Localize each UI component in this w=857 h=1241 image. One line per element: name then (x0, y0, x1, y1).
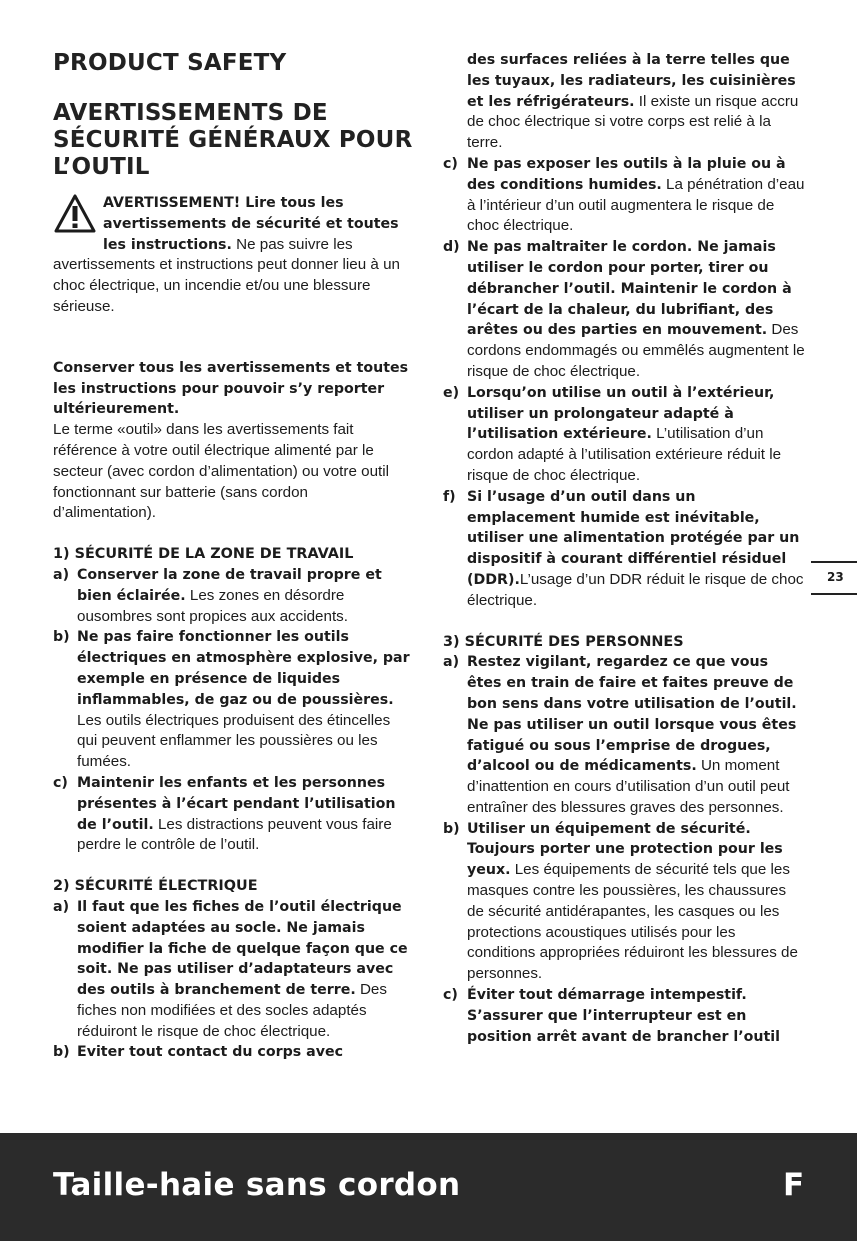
list-item: a) Restez vigilant, regardez ce que vous êtes en train de faire et faites preuve de bon sens dans votre utilisation de l’outil. Ne pas utiliser un outil lorsque vous êtes fatigué ou sous l’emprise de drogues, d’alcool ou de médicaments. Un moment d’inattention en cours d’utilisation d’un outil peut entraîner des blessures graves des personnes. (443, 654, 797, 816)
general-warning (53, 193, 413, 318)
section-heading-personal: 3) SÉCURITÉ DES PERSONNES (443, 633, 684, 650)
language-code: F (783, 1167, 805, 1203)
right-column (443, 50, 805, 1047)
section-title: AVERTISSEMENTS DE SÉCURITÉ GÉNÉRAUX POUR L’OUTIL (53, 100, 413, 180)
keep-bold: Conserver tous les avertissements et toutes les instructions pour pouvoir s’y reporter ultérieurement. (53, 359, 409, 418)
list-item: c) Ne pas exposer les outils à la pluie ou à des conditions humides. La pénétration d’eau à l’intérieur d’un outil augmentera le risque de choc électrique. (443, 155, 805, 235)
page-number: 23 (827, 570, 844, 584)
keep-instructions-note (53, 358, 413, 420)
section-heading-electrical: 2) SÉCURITÉ ÉLECTRIQUE (53, 878, 258, 895)
list-item-split-end: des surfaces reliées à la terre telles que les tuyaux, les radiateurs, les cuisinières et les réfrigérateurs. Il existe un risque accru de choc électrique si votre corps est relié à la terre. (467, 52, 799, 152)
list-item: c) Éviter tout démarrage intempestif. S’assurer que l’interrupteur est en position arrêt avant de brancher l’outil (443, 987, 780, 1045)
list-item-split-start: b) Eviter tout contact du corps avec (53, 1044, 343, 1061)
section-heading-work-area: 1) SÉCURITÉ DE LA ZONE DE TRAVAIL (53, 546, 354, 563)
warning-text: Ne pas suivre les avertissements et instructions peut donner lieu à un choc électrique, un incendie et/ou une blessure sérieuse. (53, 235, 400, 315)
list-item: b) Utiliser un équipement de sécurité. Toujours porter une protection pour les yeux. Les équipements de sécurité tels que les masques contre les poussières, les chaussures de sécurité antidérapantes, les casques ou les protections acoustiques utilisés pour les conditions appropriées réduiront les blessures de personnes. (443, 820, 798, 983)
product-name: Taille-haie sans cordon (53, 1167, 461, 1203)
list-item: a) Conserver la zone de travail propre et bien éclairée. Les zones en désordre ousombres sont propices aux accidents. (53, 566, 382, 625)
list-item: f) Si l’usage d’un outil dans un emplacement humide est inévitable, utiliser une alimentation protégée par un dispositif à courant différentiel résiduel (DDR).L’usage d’un DDR réduit le risque de choc électrique. (443, 488, 804, 609)
left-column (53, 48, 413, 1063)
warning-icon (53, 193, 97, 235)
list-item: e) Lorsqu’on utilise un outil à l’extérieur, utiliser un prolongateur adapté à l’utilisation extérieure. L’utilisation d’un cordon adapté à l’utilisation extérieure réduit le risque de choc électrique. (443, 384, 782, 484)
warning-bold: AVERTISSEMENT! Lire tous les avertissements de sécurité et toutes les instructions. (103, 195, 399, 253)
list-item: c) Maintenir les enfants et les personnes présentes à l’écart pendant l’utilisation de l’outil. Les distractions peuvent vous faire perdre le contrôle de l’outil. (53, 774, 396, 854)
page-number-tab (811, 561, 857, 595)
list-item: d) Ne pas maltraiter le cordon. Ne jamais utiliser le cordon pour porter, tirer ou débrancher l’outil. Maintenir le cordon à l’écart de la chaleur, du lubrifiant, des arêtes ou des parties en mouvement. Des cordons endommagés ou emmêlés augmentent le risque de choc électrique. (443, 239, 805, 380)
list-item: a) Il faut que les fiches de l’outil électrique soient adaptées au socle. Ne jamais modifier la fiche de quelque façon que ce soit. Ne pas utiliser d’adaptateurs avec des outils à branchement de terre. Des fiches non modifiées et des socles adaptés réduiront le risque de choc électrique. (53, 898, 408, 1040)
list-item: b) Ne pas faire fonctionner les outils électriques en atmosphère explosive, par exemple en présence de liquides inflammables, de gaz ou de poussières. Les outils électriques produisent des étincelles qui peuvent enflammer les poussières ou les fumées. (53, 629, 410, 771)
tool-definition: Le terme «outil» dans les avertissements fait référence à votre outil électrique alimenté par le secteur (avec cordon d’alimentation) ou votre outil fonctionnant sur batterie (sans cordon d’alimentation). (53, 421, 389, 522)
page-title: PRODUCT SAFETY (53, 50, 287, 76)
footer-band (0, 1133, 857, 1241)
